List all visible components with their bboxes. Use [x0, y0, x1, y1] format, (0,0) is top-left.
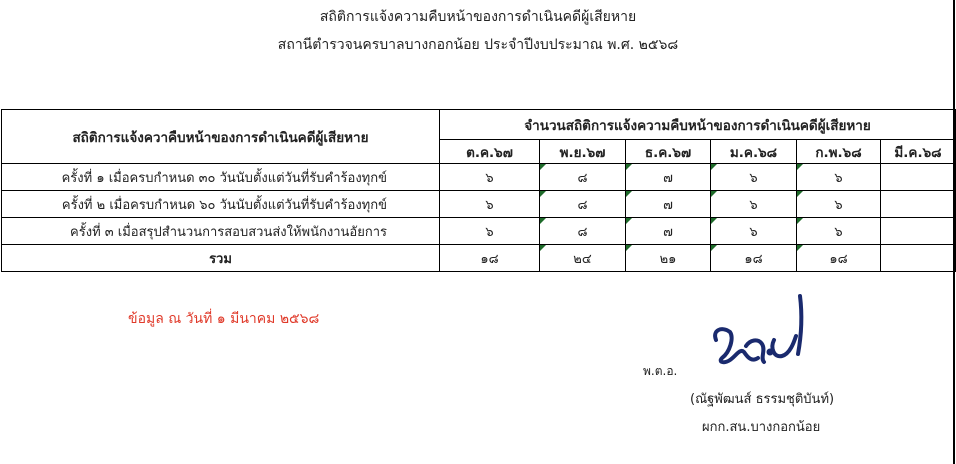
data-date-note: ข้อมูล ณ วันที่ ๑ มีนาคม ๒๕๖๘ — [128, 311, 320, 327]
table-cell: ๖ — [711, 218, 797, 245]
table-cell: ๖ — [797, 191, 881, 218]
total-cell: ๑๘ — [797, 245, 881, 272]
table-cell: ๘ — [540, 164, 626, 191]
table-cell: ๗ — [626, 191, 711, 218]
signatory-name: (ณัฐพัฒนส์ ธรรมชุติบันท์) — [690, 392, 835, 407]
table-cell: ๖ — [797, 164, 881, 191]
group-header: จำนวนสถิติการแจ้งความคืบหน้าของการดำเนินคดีผู้เสียหาย — [440, 110, 956, 140]
table-cell: ๖ — [440, 191, 540, 218]
total-cell: ๒๑ — [626, 245, 711, 272]
table-cell: ๖ — [797, 218, 881, 245]
table-cell: ๘ — [540, 191, 626, 218]
table-row — [2, 164, 956, 191]
total-label: รวม — [2, 245, 440, 272]
month-header: มี.ค.๖๘ — [881, 140, 956, 164]
table-cell — [881, 191, 956, 218]
month-header: ก.พ.๖๘ — [797, 140, 881, 164]
table-cell — [881, 218, 956, 245]
month-header: ต.ค.๖๗ — [440, 140, 540, 164]
month-header: ธ.ค.๖๗ — [626, 140, 711, 164]
total-cell: ๑๘ — [711, 245, 797, 272]
total-cell — [881, 245, 956, 272]
total-cell: ๒๔ — [540, 245, 626, 272]
table-cell: ๖ — [440, 218, 540, 245]
row-label: ครั้งที่ ๓ เมื่อสรุปสำนวนการสอบสวนส่งให้พนักงานอัยการ — [2, 218, 440, 245]
month-header: ม.ค.๖๘ — [711, 140, 797, 164]
table-cell: ๗ — [626, 218, 711, 245]
table-cell: ๖ — [711, 164, 797, 191]
table-cell: ๘ — [540, 218, 626, 245]
signatory-position: ผกก.สน.บางกอกน้อย — [702, 420, 821, 435]
table-cell: ๖ — [711, 191, 797, 218]
handwritten-signature — [704, 292, 814, 372]
page-title: สถิติการแจ้งความคืบหน้าของการดำเนินคดีผู้เสียหาย — [319, 9, 637, 25]
month-header: พ.ย.๖๗ — [540, 140, 626, 164]
signature-rank: พ.ต.อ. — [643, 364, 678, 378]
row-label: ครั้งที่ ๑ เมื่อครบกำหนด ๓๐ วันนับตั้งแต่วันที่รับคำร้องทุกข์ — [2, 164, 440, 191]
row-header: สถิติการแจ้งควาคืบหน้าของการดำเนินคดีผู้เสียหาย — [2, 110, 440, 164]
table-cell: ๗ — [626, 164, 711, 191]
table-cell: ๖ — [440, 164, 540, 191]
table-row — [2, 218, 956, 245]
statistics-table — [1, 109, 956, 272]
row-label: ครั้งที่ ๒ เมื่อครบกำหนด ๖๐ วันนับตั้งแต่วันที่รับคำร้องทุกข์ — [2, 191, 440, 218]
page-subtitle: สถานีตำรวจนครบาลบางกอกน้อย ประจำปีงบประมาณ พ.ศ. ๒๕๖๘ — [277, 37, 679, 53]
total-row — [2, 245, 956, 272]
table-row — [2, 191, 956, 218]
total-cell: ๑๘ — [440, 245, 540, 272]
table-cell — [881, 164, 956, 191]
